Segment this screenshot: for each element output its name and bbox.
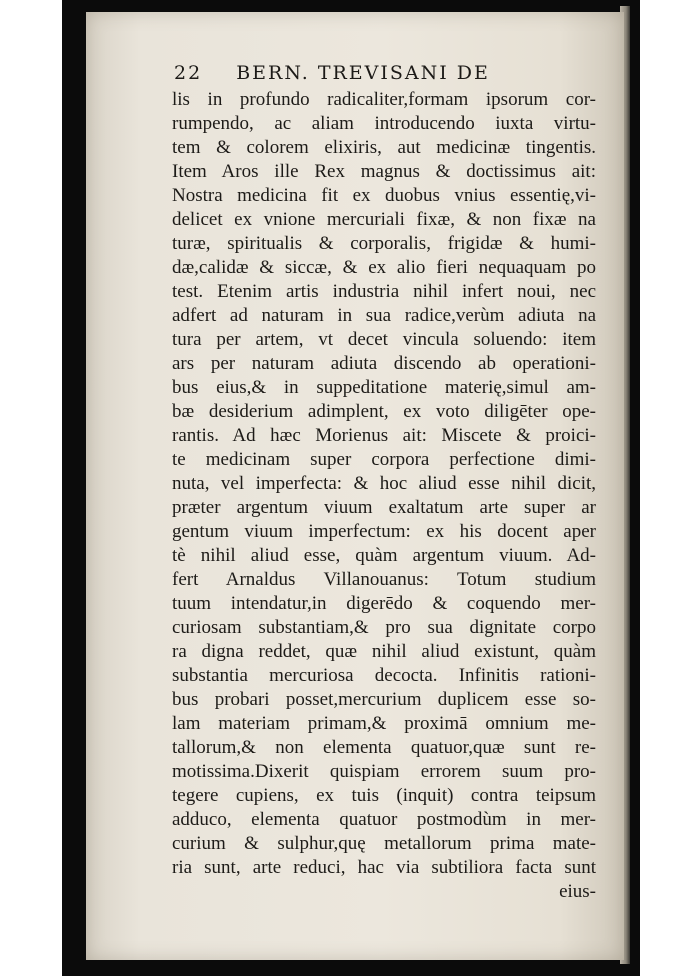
body-text: [172, 88, 604, 904]
text-line: tè nihil aliud esse, quàm argentum viuum. Ad-: [172, 545, 596, 566]
text-line: adfert ad naturam in sua radice,verùm adiuta na: [172, 305, 596, 326]
running-header: [174, 62, 514, 86]
text-line: ars per naturam adiuta discendo ab operationi-: [172, 353, 596, 374]
text-line: turæ, spiritualis & corporalis, frigidæ & humi-: [172, 233, 596, 254]
text-line: test. Etenim artis industria nihil infert noui, nec: [172, 281, 596, 302]
text-line: tem & colorem elixiris, aut medicinæ tingentis.: [172, 137, 596, 158]
text-line: rumpendo, ac aliam introducendo iuxta virtu-: [172, 113, 596, 134]
text-line: gentum viuum imperfectum: ex his docent aper: [172, 521, 596, 542]
text-line: bus eius,& in suppeditatione materię,simul am-: [172, 377, 596, 398]
text-line: adduco, elementa quatuor postmodùm in mer-: [172, 809, 596, 830]
text-line: tura per artem, vt decet vincula soluendo: item: [172, 329, 596, 350]
text-line: Nostra medicina fit ex duobus vnius essentię,vi-: [172, 185, 596, 206]
text-line: fert Arnaldus Villanouanus: Totum studium: [172, 569, 596, 590]
text-line: præter argentum viuum exaltatum arte super ar: [172, 497, 596, 518]
text-line: tallorum,& non elementa quatuor,quæ sunt re-: [172, 737, 596, 758]
text-line: tuum intendatur,in digerēdo & coquendo mer-: [172, 593, 596, 614]
text-line: bus probari posset,mercurium duplicem esse so-: [172, 689, 596, 710]
text-line: rantis. Ad hæc Morienus ait: Miscete & proici-: [172, 425, 596, 446]
text-line: bæ desiderium adimplent, ex voto diligēter ope-: [172, 401, 596, 422]
text-line: substantia mercuriosa decocta. Infinitis rationi-: [172, 665, 596, 686]
catchword: eius-: [559, 881, 596, 902]
text-line: delicet ex vnione mercuriali fixæ, & non fixæ na: [172, 209, 596, 230]
text-line: nuta, vel imperfecta: & hoc aliud esse nihil dicit,: [172, 473, 596, 494]
text-line: curium & sulphur,quę metallorum prima mate-: [172, 833, 596, 854]
text-line: ra digna reddet, quæ nihil aliud existunt, quàm: [172, 641, 596, 662]
text-line: dæ,calidæ & siccæ, & ex alio fieri nequaquam po: [172, 257, 596, 278]
text-line: curiosam substantiam,& pro sua dignitate corpo: [172, 617, 596, 638]
text-line: ria sunt, arte reduci, hac via subtiliora facta sunt: [172, 857, 596, 878]
text-line: te medicinam super corpora perfectione dimi-: [172, 449, 596, 470]
running-title: BERN. TREVISANI DE: [236, 62, 490, 84]
text-line: lam materiam primam,& proximā omnium me-: [172, 713, 596, 734]
text-line: lis in profundo radicaliter,formam ipsorum cor-: [172, 89, 596, 110]
page-number: 22: [174, 62, 203, 84]
text-line: Item Aros ille Rex magnus & doctissimus ait:: [172, 161, 596, 182]
text-line: tegere cupiens, ex tuis (inquit) contra teipsum: [172, 785, 596, 806]
text-line: motissima.Dixerit quispiam errorem suum pro-: [172, 761, 596, 782]
